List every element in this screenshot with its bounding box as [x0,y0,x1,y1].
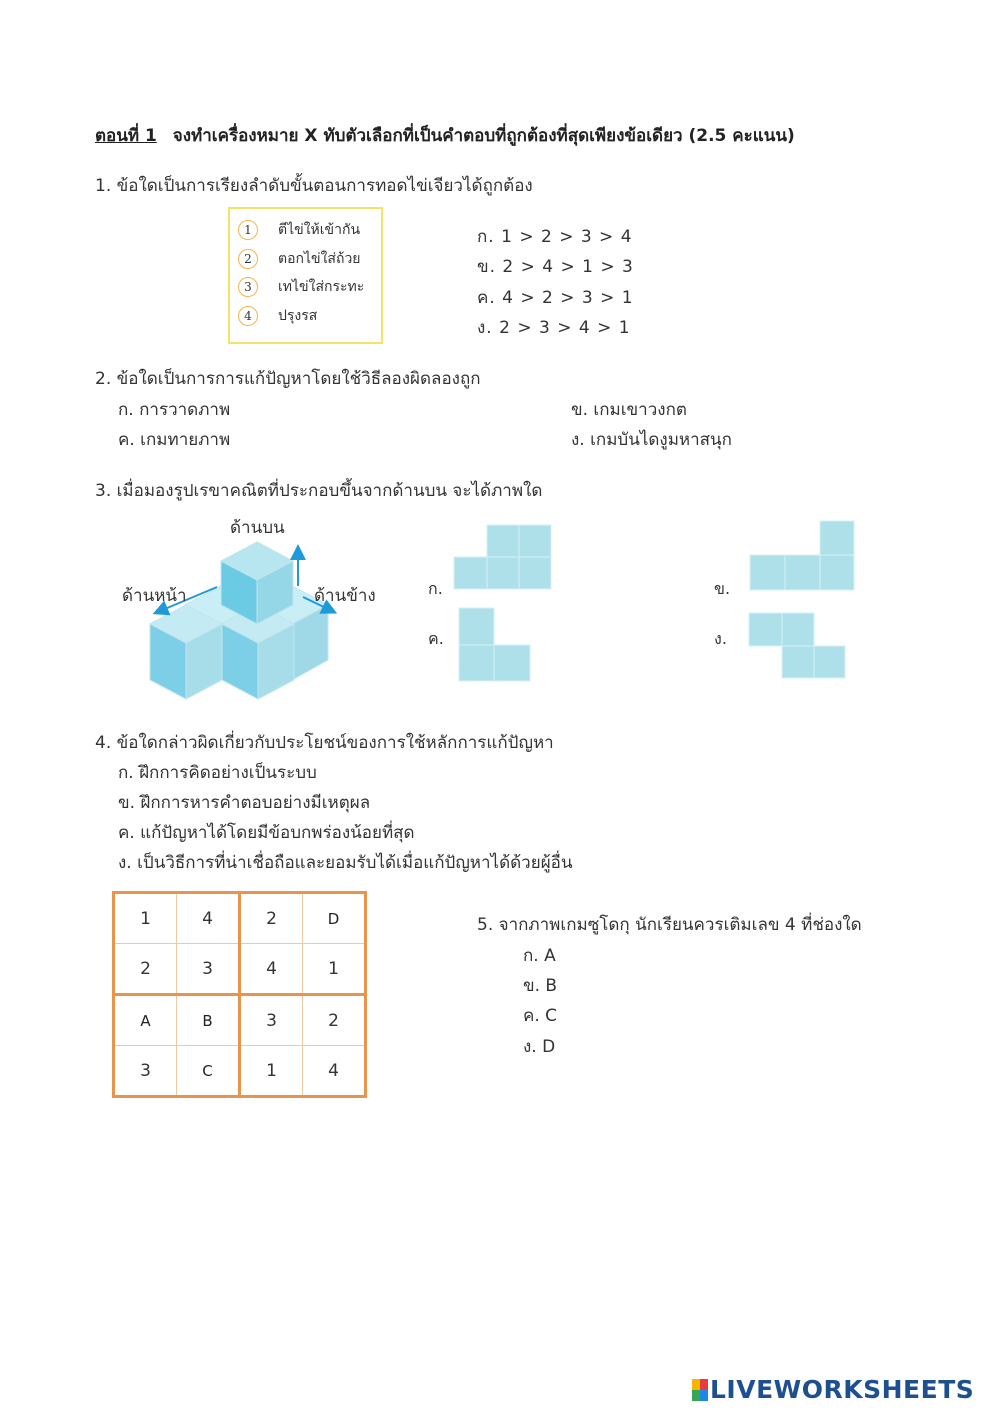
q1-option-a[interactable]: ก. 1 > 2 > 3 > 4 [477,227,633,247]
q3-option-d-shape[interactable] [749,613,845,678]
q5-option-d[interactable]: ง. D [523,1037,556,1057]
q3-option-a-label[interactable]: ก. [428,579,443,598]
q5-option-c[interactable]: ค. C [523,1006,558,1026]
q5-option-b[interactable]: ข. B [523,976,558,996]
sudoku-cell: 2 [114,944,177,995]
q1-question: 1. ข้อใดเป็นการเรียงลำดับขั้นตอนการทอดไข่เจียวได้ถูกต้อง [95,176,533,196]
sudoku-cell-b: B [177,995,240,1046]
sudoku-cell-a: A [114,995,177,1046]
q4-option-c[interactable]: ค. แก้ปัญหาได้โดยมีข้อบกพร่องน้อยที่สุด [118,823,415,843]
q2-option-b[interactable]: ข. เกมเขาวงกต [571,400,687,420]
label-front-view: ด้านหน้า [122,586,187,606]
q1-option-b[interactable]: ข. 2 > 4 > 1 > 3 [477,257,634,277]
sudoku-cell: 4 [240,944,303,995]
sudoku-grid [112,891,367,1098]
q1-option-c[interactable]: ค. 4 > 2 > 3 > 1 [477,288,634,308]
q3-option-b-shape[interactable] [750,521,854,590]
q2-question: 2. ข้อใดเป็นการการแก้ปัญหาโดยใช้วิธีลองผิดลองถูก [95,369,481,389]
sudoku-cell: 3 [240,995,303,1046]
q2-option-a[interactable]: ก. การวาดภาพ [118,400,231,420]
q1-steps-box [228,207,383,344]
q1-step-4 [238,305,317,327]
sudoku-cell: 1 [240,1046,303,1097]
q4-option-a[interactable]: ก. ฝึกการคิดอย่างเป็นระบบ [118,763,317,783]
sudoku-cell-d: D [303,893,366,944]
sudoku-cell: 2 [303,995,366,1046]
step-number: 1 [238,220,258,240]
q5-option-a[interactable]: ก. A [523,946,556,966]
q3-option-c-shape[interactable] [459,608,530,681]
sudoku-cell: 1 [114,893,177,944]
step-number: 4 [238,306,258,326]
q1-step-3 [238,276,364,298]
sudoku-cell: 3 [114,1046,177,1097]
step-text: เทไข่ใส่กระทะ [278,279,365,295]
q3-option-a-shape[interactable] [454,525,551,589]
step-text: ปรุงรส [278,308,318,324]
q4-question: 4. ข้อใดกล่าวผิดเกี่ยวกับประโยชน์ของการใช้หลักการแก้ปัญหา [95,733,554,753]
sudoku-cell: 4 [303,1046,366,1097]
q1-step-2 [238,248,361,270]
sudoku-cell: 2 [240,893,303,944]
step-number: 2 [238,249,258,269]
section-label: ตอนที่ 1 [95,126,157,146]
isometric-cubes [150,542,328,699]
q4-option-d[interactable]: ง. เป็นวิธีการที่น่าเชื่อถือและยอมรับได้เมื่อแก้ปัญหาได้ด้วยผู้อื่น [118,853,573,873]
liveworksheets-logo [692,1375,974,1404]
q4-option-b[interactable]: ข. ฝึกการหารคำตอบอย่างมีเหตุผล [118,793,371,813]
logo-mark-icon [692,1379,708,1401]
q3-option-c-label[interactable]: ค. [428,629,444,648]
step-number: 3 [238,277,258,297]
q1-option-d[interactable]: ง. 2 > 3 > 4 > 1 [477,318,631,338]
q1-step-1 [238,219,360,241]
step-text: ตอกไข่ใส่ถ้วย [278,251,361,267]
label-side-view: ด้านข้าง [314,586,376,606]
q2-option-c[interactable]: ค. เกมทายภาพ [118,430,231,450]
logo-text: LIVEWORKSHEETS [710,1375,975,1404]
sudoku-cell: 4 [177,893,240,944]
sudoku-cell: 1 [303,944,366,995]
step-text: ตีไข่ให้เข้ากัน [278,222,361,238]
q2-option-d[interactable]: ง. เกมบันไดงูมหาสนุก [571,430,732,450]
sudoku-cell-c: C [177,1046,240,1097]
sudoku-cell: 3 [177,944,240,995]
section-header [95,122,795,149]
q3-question: 3. เมื่อมองรูปเรขาคณิตที่ประกอบขึ้นจากด้านบน จะได้ภาพใด [95,481,543,501]
section-instruction: จงทำเครื่องหมาย X ทับตัวเลือกที่เป็นคำตอบที่ถูกต้องที่สุดเพียงข้อเดียว (2.5 คะแนน) [172,126,795,146]
q5-question: 5. จากภาพเกมซูโดกุ นักเรียนควรเติมเลข 4 ที่ช่องใด [477,915,862,935]
q3-option-b-label[interactable]: ข. [714,579,731,598]
label-top-view: ด้านบน [230,518,285,538]
q3-option-d-label[interactable]: ง. [714,629,727,648]
